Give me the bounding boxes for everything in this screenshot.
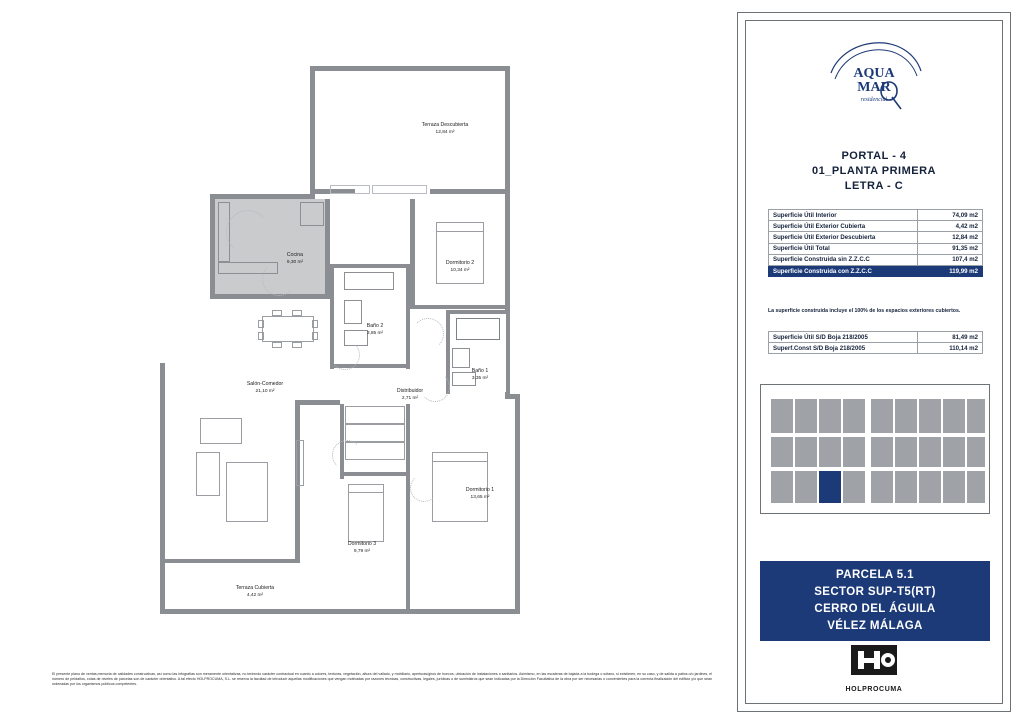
svg-text:MAR: MAR <box>857 80 891 95</box>
surface-label: Superficie Útil Exterior Descubierta <box>769 232 918 243</box>
key-plan-unit <box>771 471 793 503</box>
info-panel-inner <box>745 20 1003 704</box>
key-plan-current-unit <box>819 471 841 503</box>
portal-number: PORTAL - 4 <box>841 150 907 162</box>
surface-label: Superficie Útil Exterior Cubierta <box>769 221 918 232</box>
key-plan-unit <box>771 399 793 433</box>
legal-disclaimer: El presente plano de ventas,memoria de calidades constructivas, así como las infografías son meramente orientativas, no teniendo carácter contractual en cuanto a colores, texturas, vegetación, altura del vallado, y mobiliario, aperturas/giros de huecos, ubicación de instalaciones o sanitarios. Asimismo, en las escaleras de bajada a la bodega o sótano, si existieren, en su caso, y de salida a patios o/o jardines, el número de peldaños, cotas de niveles de parcelas son de carácter orientativo. A tal efecto HOLPROCUMA, S.L. se reserva la facultad de introducir aquellas modificaciones que vengan motivadas por razones técnicas, constructivas, legales, jurídicas o de suministros que sean indicadas por la Dirección Facultativa de la obra por ser necesarias o convenientes para la correcta finalización del edificio y/o que sean ordenadas por los organismos públicos competentes. <box>52 672 712 687</box>
table-row <box>769 221 983 232</box>
company-logo <box>746 645 1002 693</box>
room-label: Salón-Comedor 21,10 m² <box>246 381 284 394</box>
chair <box>312 332 318 340</box>
wall <box>295 400 340 405</box>
boja-value: 81,49 m2 <box>918 332 983 343</box>
portal-heading <box>746 149 1002 194</box>
surface-value: 4,42 m2 <box>918 221 983 232</box>
chair <box>292 342 302 348</box>
key-plan-unit <box>771 437 793 467</box>
key-plan-unit <box>895 471 917 503</box>
surface-note: La superficie construida incluye el 100% de los espacios exteriores cubiertos. <box>768 308 961 314</box>
tv-unit <box>296 440 304 486</box>
parcela-block <box>760 561 990 641</box>
surface-label: Superficie Útil Total <box>769 243 918 254</box>
boja-value: 110,14 m2 <box>918 343 983 354</box>
key-plan-unit <box>943 471 965 503</box>
boja-table <box>768 331 983 354</box>
furniture <box>330 185 370 194</box>
furniture <box>372 185 427 194</box>
armchair <box>196 452 220 496</box>
key-plan-unit <box>967 437 985 467</box>
wall <box>410 305 510 309</box>
surface-value: 74,09 m2 <box>918 210 983 221</box>
key-plan-unit <box>895 399 917 433</box>
rug <box>226 462 268 522</box>
holprocuma-icon <box>851 645 897 679</box>
bed-head <box>436 222 484 232</box>
room-label: Terraza Descubierta 12,84 m² <box>421 122 469 135</box>
key-plan-unit <box>967 399 985 433</box>
key-plan-unit <box>843 471 865 503</box>
chair <box>272 310 282 316</box>
wall <box>515 394 520 614</box>
info-panel <box>737 12 1011 712</box>
chair <box>312 320 318 328</box>
chair <box>258 332 264 340</box>
wardrobe <box>345 406 405 424</box>
surface-label: Superficie Útil Interior <box>769 210 918 221</box>
wall <box>310 609 520 614</box>
wc <box>344 300 362 324</box>
planta-label: 01_PLANTA PRIMERA <box>811 165 937 177</box>
wc <box>452 348 470 368</box>
parcela-line-2: SECTOR SUP-T5(RT) <box>814 586 936 598</box>
room-label: Baño 2 3,85 m² <box>366 323 384 336</box>
key-plan-unit <box>795 437 817 467</box>
dining-table <box>262 316 314 342</box>
key-plan-unit <box>871 399 893 433</box>
key-plan-unit <box>843 399 865 433</box>
parcela-line-3: CERRO DEL ÁGUILA <box>814 603 936 615</box>
room-label: Baño 1 3,35 m² <box>471 368 489 381</box>
wall <box>160 609 310 614</box>
wardrobe <box>345 424 405 442</box>
svg-text:residencial: residencial <box>860 97 888 103</box>
door-arc <box>262 262 296 296</box>
key-plan-unit <box>919 437 941 467</box>
wall <box>410 199 415 309</box>
svg-text:AQUA: AQUA <box>853 66 895 81</box>
table-row <box>769 232 983 243</box>
wardrobe <box>456 318 500 340</box>
aquamar-logo-icon <box>819 33 929 117</box>
door-arc <box>226 210 270 254</box>
room-label: Terraza Cubierta 4,42 m² <box>235 585 275 598</box>
table-row <box>769 243 983 254</box>
bed-head <box>348 484 384 493</box>
key-plan-unit <box>919 471 941 503</box>
table-row <box>769 332 983 343</box>
key-plan-unit <box>795 471 817 503</box>
room-label: Dormitorio 1 13,65 m² <box>465 487 495 500</box>
bed-head <box>432 452 488 462</box>
aquamar-logo <box>746 33 1002 117</box>
room-label: Dormitorio 2 10,34 m² <box>445 260 475 273</box>
surface-label: Superficie Construida sin Z.Z.C.C <box>769 254 918 265</box>
key-plan-unit <box>895 437 917 467</box>
kitchen-appliance <box>300 202 324 226</box>
room-label: Dormitorio 3 9,79 m² <box>347 541 377 554</box>
chair <box>258 320 264 328</box>
key-plan-unit <box>819 399 841 433</box>
chair <box>292 310 302 316</box>
table-row <box>769 343 983 354</box>
table-row <box>769 254 983 265</box>
boja-label: Superficie Útil S/D Boja 218/2005 <box>769 332 918 343</box>
key-plan-unit <box>795 399 817 433</box>
door-arc <box>332 440 362 470</box>
wall <box>406 264 410 369</box>
company-name: HOLPROCUMA <box>845 686 903 693</box>
surface-value: 12,84 m2 <box>918 232 983 243</box>
parcela-line-1: PARCELA 5.1 <box>836 569 914 581</box>
surface-value: 107,4 m2 <box>918 254 983 265</box>
wall <box>505 66 510 194</box>
key-plan-unit <box>871 471 893 503</box>
surface-value: 119,99 m2 <box>918 265 983 276</box>
door-arc <box>330 340 360 370</box>
surface-label: Superficie Construida con Z.Z.C.C <box>769 265 918 276</box>
table-row <box>769 210 983 221</box>
key-plan-unit <box>843 437 865 467</box>
bathtub <box>344 272 394 290</box>
chair <box>272 342 282 348</box>
room-label: Cocina 9,30 m² <box>286 252 304 265</box>
key-plan-unit <box>919 399 941 433</box>
wall <box>430 189 510 194</box>
key-plan <box>760 384 990 514</box>
letra-label: LETRA - C <box>844 180 904 192</box>
door-arc <box>412 318 444 350</box>
sofa <box>200 418 242 444</box>
key-plan-unit <box>943 437 965 467</box>
wall <box>160 558 165 614</box>
surface-table <box>768 209 983 277</box>
door-arc <box>410 474 438 502</box>
key-plan-unit <box>819 437 841 467</box>
wall <box>340 472 410 476</box>
wall <box>406 404 410 609</box>
wall <box>446 310 506 314</box>
key-plan-unit <box>943 399 965 433</box>
key-plan-unit <box>871 437 893 467</box>
surface-value: 91,35 m2 <box>918 243 983 254</box>
room-label: Distribuidor 2,71 m² <box>396 388 424 401</box>
key-plan-unit <box>967 471 985 503</box>
boja-label: Superf.Const S/D Boja 218/2005 <box>769 343 918 354</box>
parcela-line-4: VÉLEZ MÁLAGA <box>827 620 923 632</box>
table-row-highlight <box>769 265 983 276</box>
